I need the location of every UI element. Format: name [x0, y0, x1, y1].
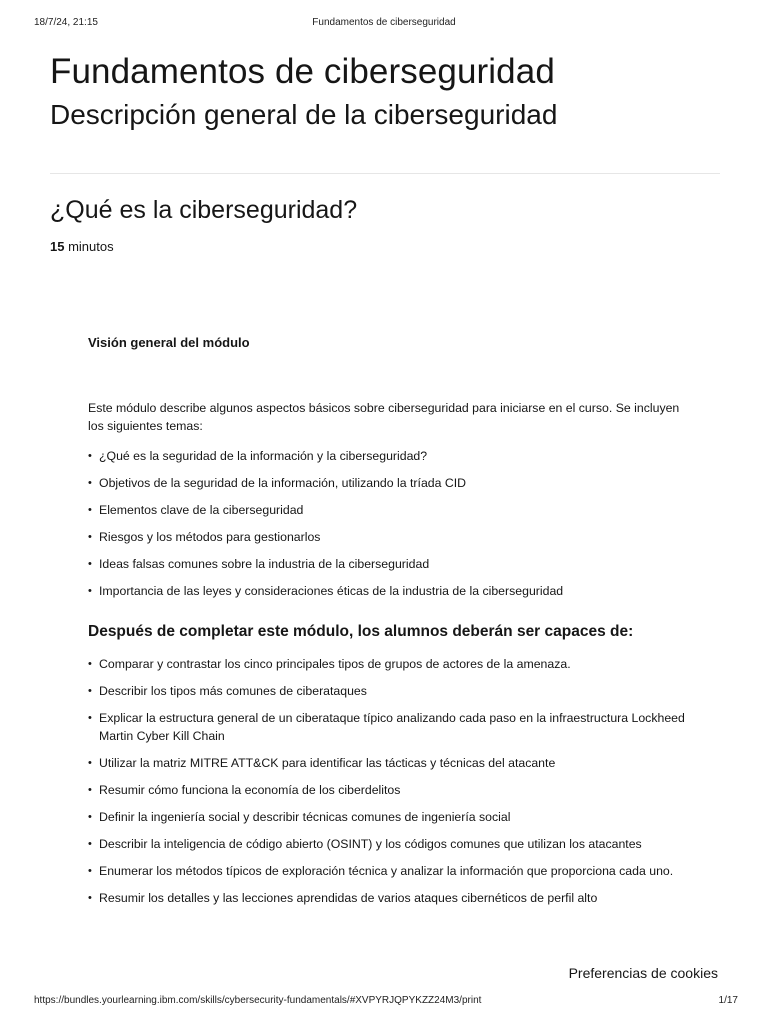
list-item: • Enumerar los métodos típicos de exploración técnica y analizar la información que proporciona cada uno.: [88, 862, 688, 880]
list-item: • Riesgos y los métodos para gestionarlos: [88, 528, 688, 546]
list-item: • Resumir los detalles y las lecciones aprendidas de varios ataques cibernéticos de perfil alto: [88, 889, 688, 907]
duration-value: 15: [50, 239, 65, 254]
list-item: • Comparar y contrastar los cinco principales tipos de grupos de actores de la amenaza.: [88, 655, 688, 673]
list-item: • Explicar la estructura general de un ciberataque típico analizando cada paso en la infraestructura Lockheed Martin Cyber Kill Chain: [88, 709, 688, 745]
print-header: [0, 17, 768, 31]
list-item: • Resumir cómo funciona la economía de los ciberdelitos: [88, 781, 688, 799]
module-intro: Este módulo describe algunos aspectos básicos sobre ciberseguridad para iniciarse en el curso. Se incluyen los siguientes temas:: [88, 401, 680, 433]
list-item: • ¿Qué es la seguridad de la información y la ciberseguridad?: [88, 447, 688, 465]
list-item: • Objetivos de la seguridad de la información, utilizando la tríada CID: [88, 474, 688, 492]
module-overview-heading: Visión general del módulo: [88, 335, 250, 350]
lesson-title: ¿Qué es la ciberseguridad?: [50, 196, 358, 224]
page-number: 1/17: [718, 995, 738, 1006]
module-content: [88, 334, 688, 916]
list-item: • Describir la inteligencia de código abierto (OSINT) y los códigos comunes que utilizan los atacantes: [88, 835, 688, 853]
list-item: • Utilizar la matriz MITRE ATT&CK para identificar las tácticas y técnicas del atacante: [88, 754, 688, 772]
print-datetime: 18/7/24, 21:15: [34, 17, 98, 28]
list-item: • Ideas falsas comunes sobre la industria de la ciberseguridad: [88, 555, 688, 573]
list-item: • Importancia de las leyes y consideraciones éticas de la industria de la ciberseguridad: [88, 582, 688, 600]
page-header: [50, 50, 720, 255]
topics-list: [88, 447, 688, 600]
course-title: Fundamentos de ciberseguridad: [50, 52, 555, 91]
print-url: https://bundles.yourlearning.ibm.com/skills/cybersecurity-fundamentals/#XVPYRJQPYKZZ24M3/print: [34, 995, 482, 1006]
objectives-list: [88, 655, 688, 907]
lesson-duration: [50, 239, 720, 255]
section-title: Descripción general de la ciberseguridad: [50, 99, 558, 130]
print-document-title: Fundamentos de ciberseguridad: [312, 17, 456, 28]
cookie-preferences-link[interactable]: Preferencias de cookies: [568, 965, 718, 981]
objectives-heading: Después de completar este módulo, los alumnos deberán ser capaces de:: [88, 623, 634, 640]
list-item: • Elementos clave de la ciberseguridad: [88, 501, 688, 519]
list-item: • Definir la ingeniería social y describir técnicas comunes de ingeniería social: [88, 808, 688, 826]
list-item: • Describir los tipos más comunes de ciberataques: [88, 682, 688, 700]
duration-unit: minutos: [68, 239, 114, 254]
divider: [50, 173, 720, 174]
